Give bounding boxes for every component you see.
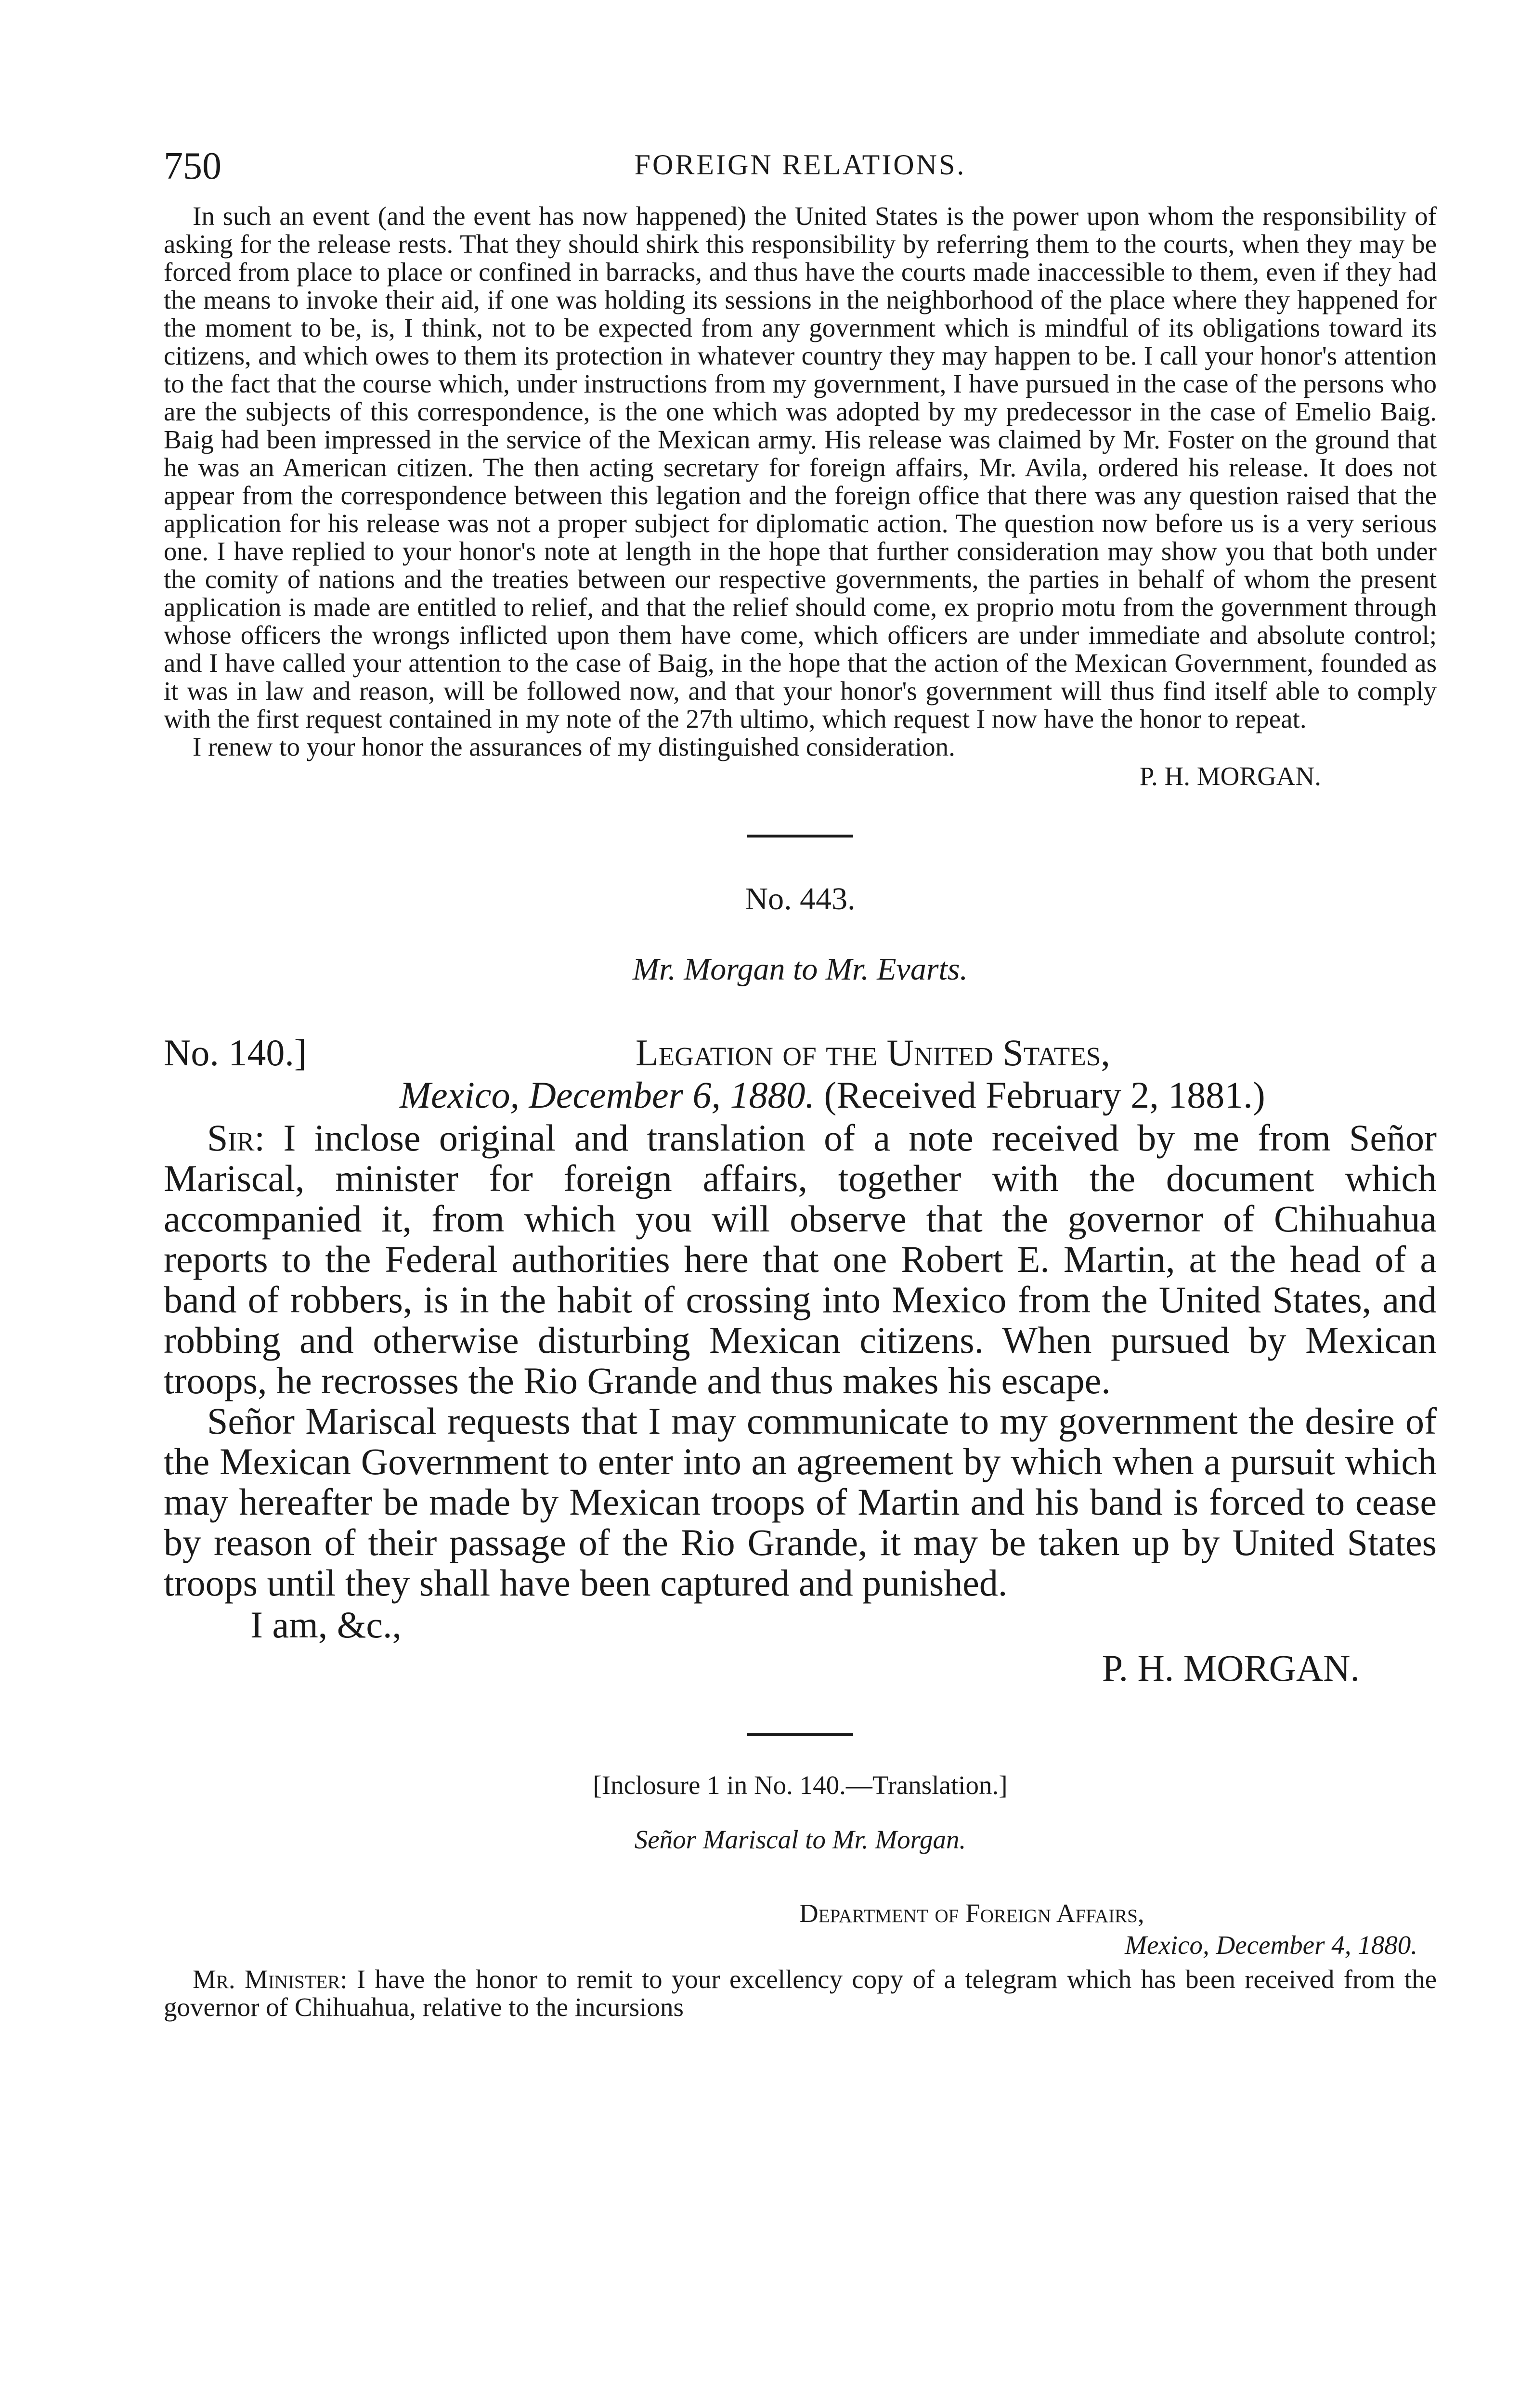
document-number: No. 443.: [745, 881, 856, 916]
section-divider: [747, 835, 853, 838]
document-title: Mr. Morgan to Mr. Evarts.: [632, 952, 968, 987]
dispatch-body: [164, 1118, 1437, 1603]
first-letter-paragraph-2: I renew to your honor the assurances of my distinguished consideration.: [193, 732, 955, 761]
closing-line: I am, &c.,: [250, 1604, 402, 1646]
first-letter-paragraph-1: In such an event (and the event has now happened) the United States is the power upon whom the responsibility of asking for the release rests. That they should shirk this responsibility by referring them to the courts, when they may be forced from place to place or confined in barracks, and thus have the courts made inaccessible to them, even if they had the means to invoke their aid, if one was holding its sessions in the neighborhood of the place where they happened for the moment to be, is, I think, not to be expected from any government which is mindful of its obligations toward its citizens, and which owes to them its protection in whatever country they may happen to be. I call your honor's attention to the fact that the course which, under instructions from my government, I have pursued in the case of the persons who are the subjects of this correspondence, is the one which was adopted by my predecessor in the case of Emelio Baig. Baig had been impressed in the service of the Mexican army. His release was claimed by Mr. Foster on the ground that he was an American citizen. The then acting secretary for foreign affairs, Mr. Avila, ordered his release. It does not appear from the correspondence between this legation and the foreign office that there was any question raised that the application for his release was not a proper subject for diplomatic action. The question now before us is a very serious one. I have replied to your honor's note at length in the hope that further consideration may show you that both under the comity of nations and the treaties between our respective governments, the parties in behalf of whom the present application is made are entitled to relief, and that the relief should come, ex proprio motu from the government through whose officers the wrongs inflicted upon them have come, which officers are under immediate and absolute control; and I have called your attention to the case of Baig, in the hope that the action of the Mexican Government, founded as it was in law and reason, will be followed now, and that your honor's government will thus find itself able to comply with the first request contained in my note of the 27th ultimo, which request I now have the honor to repeat.: [164, 201, 1437, 733]
inclosure-dateline: [164, 1898, 1437, 1965]
page-header: [164, 144, 1437, 202]
inclosure-paragraph: [164, 1965, 1437, 2021]
dateline: [164, 1031, 1437, 1118]
inclosure-body: [164, 1965, 1437, 2021]
received-date: (Received February 2, 1881.): [824, 1074, 1265, 1116]
inclosure-text: I have the honor to remit to your excellency copy of a telegram which has been received from the governor of Chihuahua, relative to the incursions: [164, 1964, 1437, 2022]
dispatch-paragraph-2: Señor Mariscal requests that I may communicate to my government the desire of the Mexican Government to enter into an agreement by which when a pursuit which may hereafter be made by Mexican troops of Martin and his band is forced to cease by reason of their passage of the Rio Grande, it may be taken up by United States troops until they shall have been captured and punished.: [164, 1400, 1437, 1604]
first-letter-signature: P. H. MORGAN.: [1139, 761, 1321, 791]
place-date: Mexico, December 6, 1880.: [400, 1074, 815, 1116]
inclosure-place-date: [1125, 1930, 1417, 1960]
legation-line: Legation of the United States,: [636, 1032, 1110, 1073]
dispatch-signature: P. H. MORGAN.: [1102, 1647, 1360, 1689]
salutation: Sir:: [207, 1117, 265, 1159]
place-date-line: [400, 1073, 1265, 1117]
dispatch-number: No. 140.]: [164, 1032, 307, 1073]
dispatch-paragraph-1-text: I inclose original and translation of a note received by me from Señor Mariscal, minister for foreign affairs, together with the document which accompanied it, from which you will observe that the governor of Chihuahua reports to the Federal authorities here that one Robert E. Martin, at the head of a band of robbers, is in the habit of crossing into Mexico from the United States, and robbing and otherwise disturbing Mexican citizens. When pursued by Mexican troops, he recrosses the Rio Grande and thus makes his escape.: [164, 1117, 1437, 1401]
inclosure-heading: [Inclosure 1 in No. 140.—Translation.]: [593, 1770, 1008, 1800]
page-number: 750: [164, 145, 221, 187]
department-line: Department of Foreign Affairs,: [799, 1898, 1144, 1928]
dispatch-paragraph-1: [164, 1118, 1437, 1401]
inclosure-title: Señor Mariscal to Mr. Morgan.: [634, 1825, 966, 1854]
section-divider-2: [747, 1733, 853, 1736]
running-head: FOREIGN RELATIONS.: [634, 149, 966, 181]
inclosure-salutation: Mr. Minister:: [193, 1964, 348, 1994]
first-letter-body: [164, 202, 1437, 761]
inclosure-place-date-text: Mexico, December 4, 1880.: [1125, 1930, 1417, 1960]
